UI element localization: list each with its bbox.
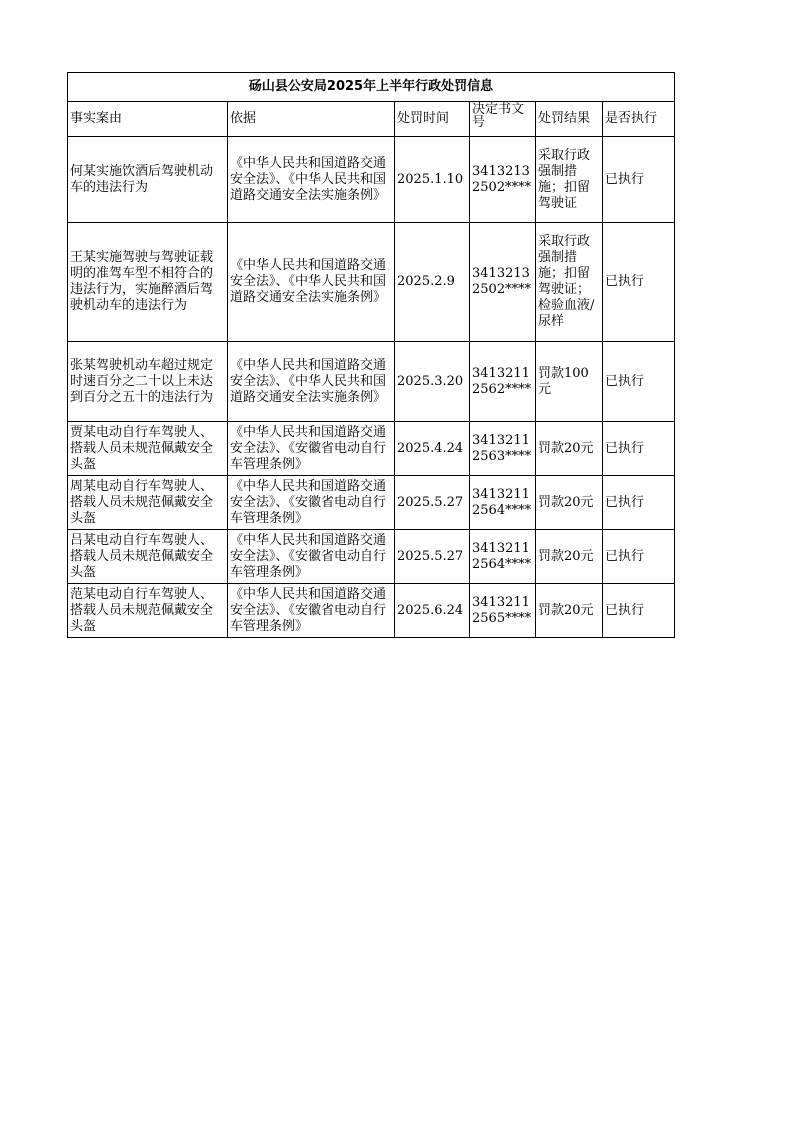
cell-executed: 已执行 bbox=[603, 422, 675, 476]
cell-result: 采取行政强制措施；扣留驾驶证 bbox=[536, 137, 603, 223]
cell-fact: 范某电动自行车驾驶人、搭载人员未规范佩戴安全头盔 bbox=[68, 584, 228, 638]
cell-executed: 已执行 bbox=[603, 530, 675, 584]
header-fact: 事实案由 bbox=[68, 102, 228, 137]
header-row bbox=[68, 102, 675, 137]
cell-basis: 《中华人民共和国道路交通安全法》、《中华人民共和国道路交通安全法实施条例》 bbox=[228, 223, 395, 342]
cell-result: 罚款20元 bbox=[536, 422, 603, 476]
cell-executed: 已执行 bbox=[603, 342, 675, 422]
page-title: 砀山县公安局2025年上半年行政处罚信息 bbox=[68, 73, 675, 102]
title-row bbox=[68, 73, 675, 102]
cell-date: 2025.3.20 bbox=[395, 342, 470, 422]
cell-result: 罚款100元 bbox=[536, 342, 603, 422]
cell-executed: 已执行 bbox=[603, 137, 675, 223]
cell-doc-no: 34132112563**** bbox=[470, 422, 536, 476]
cell-executed: 已执行 bbox=[603, 584, 675, 638]
cell-basis: 《中华人民共和国道路交通安全法》、《中华人民共和国道路交通安全法实施条例》 bbox=[228, 342, 395, 422]
cell-doc-no: 34132112565**** bbox=[470, 584, 536, 638]
cell-basis: 《中华人民共和国道路交通安全法》、《安徽省电动自行车管理条例》 bbox=[228, 422, 395, 476]
cell-basis: 《中华人民共和国道路交通安全法》、《中华人民共和国道路交通安全法实施条例》 bbox=[228, 137, 395, 223]
table-row bbox=[68, 342, 675, 422]
cell-executed: 已执行 bbox=[603, 223, 675, 342]
cell-fact: 张某驾驶机动车超过规定时速百分之二十以上未达到百分之五十的违法行为 bbox=[68, 342, 228, 422]
cell-fact: 贾某电动自行车驾驶人、搭载人员未规范佩戴安全头盔 bbox=[68, 422, 228, 476]
cell-date: 2025.6.24 bbox=[395, 584, 470, 638]
cell-result: 罚款20元 bbox=[536, 584, 603, 638]
table-row bbox=[68, 476, 675, 530]
cell-result: 罚款20元 bbox=[536, 476, 603, 530]
cell-result: 采取行政强制措施；扣留驾驶证；检验血液/尿样 bbox=[536, 223, 603, 342]
penalty-table bbox=[67, 72, 675, 638]
header-doc-no: 决定书文号 bbox=[470, 102, 536, 137]
cell-fact: 王某实施驾驶与驾驶证载明的准驾车型不相符合的违法行为，实施醉酒后驾驶机动车的违法行为 bbox=[68, 223, 228, 342]
cell-basis: 《中华人民共和国道路交通安全法》、《安徽省电动自行车管理条例》 bbox=[228, 530, 395, 584]
cell-fact: 吕某电动自行车驾驶人、搭载人员未规范佩戴安全头盔 bbox=[68, 530, 228, 584]
cell-doc-no: 34132112564**** bbox=[470, 530, 536, 584]
cell-executed: 已执行 bbox=[603, 476, 675, 530]
table-row bbox=[68, 584, 675, 638]
cell-doc-no: 34132132502**** bbox=[470, 137, 536, 223]
cell-basis: 《中华人民共和国道路交通安全法》、《安徽省电动自行车管理条例》 bbox=[228, 476, 395, 530]
cell-date: 2025.4.24 bbox=[395, 422, 470, 476]
cell-result: 罚款20元 bbox=[536, 530, 603, 584]
cell-date: 2025.5.27 bbox=[395, 530, 470, 584]
cell-date: 2025.5.27 bbox=[395, 476, 470, 530]
header-result: 处罚结果 bbox=[536, 102, 603, 137]
cell-doc-no: 34132112564**** bbox=[470, 476, 536, 530]
cell-doc-no: 34132112562**** bbox=[470, 342, 536, 422]
table-row bbox=[68, 530, 675, 584]
header-executed: 是否执行 bbox=[603, 102, 675, 137]
header-date: 处罚时间 bbox=[395, 102, 470, 137]
table-row bbox=[68, 223, 675, 342]
table-row bbox=[68, 137, 675, 223]
cell-basis: 《中华人民共和国道路交通安全法》、《安徽省电动自行车管理条例》 bbox=[228, 584, 395, 638]
cell-date: 2025.2.9 bbox=[395, 223, 470, 342]
header-basis: 依据 bbox=[228, 102, 395, 137]
cell-doc-no: 34132132502**** bbox=[470, 223, 536, 342]
cell-date: 2025.1.10 bbox=[395, 137, 470, 223]
table-row bbox=[68, 422, 675, 476]
cell-fact: 何某实施饮酒后驾驶机动车的违法行为 bbox=[68, 137, 228, 223]
cell-fact: 周某电动自行车驾驶人、搭载人员未规范佩戴安全头盔 bbox=[68, 476, 228, 530]
